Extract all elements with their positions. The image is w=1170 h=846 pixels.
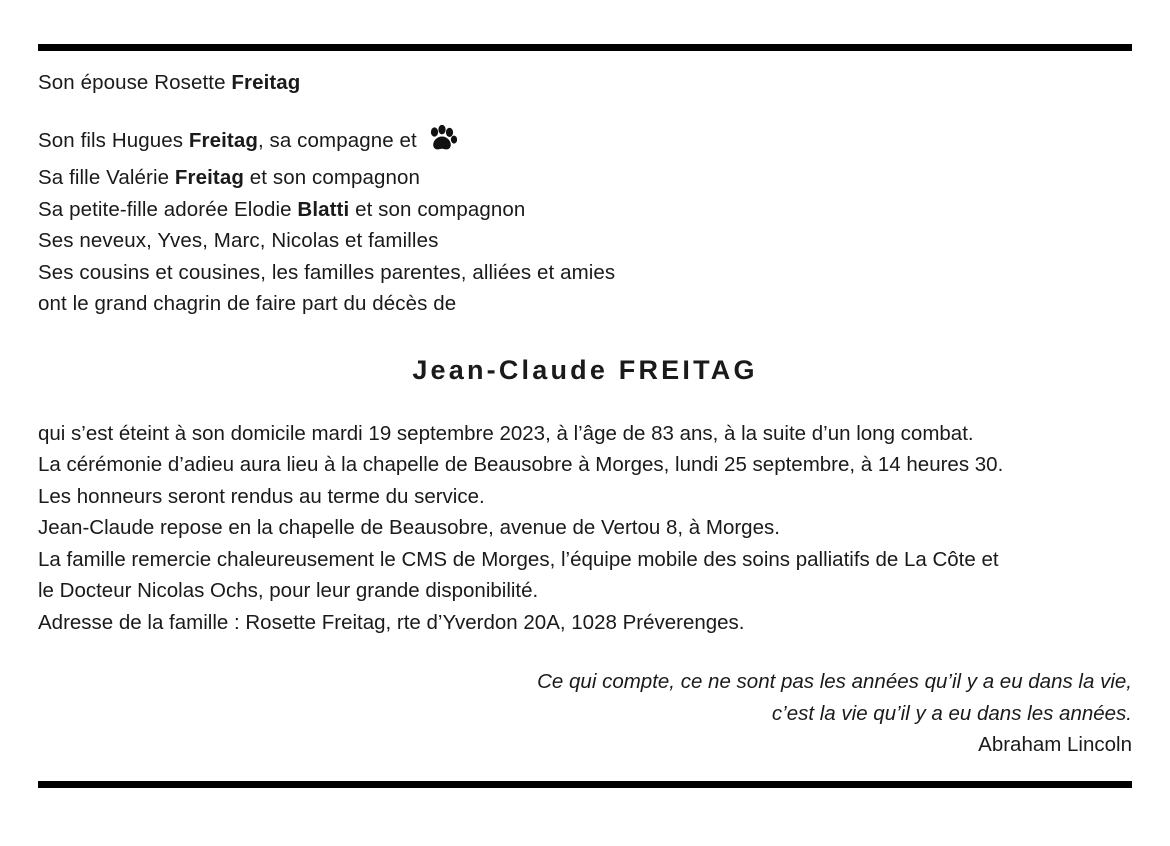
family-line-pre: Sa fille Valérie — [38, 166, 175, 189]
spouse-surname: Freitag — [231, 71, 301, 94]
family-line-pre: Ses neveux, Yves, Marc, Nicolas et familles — [38, 229, 439, 252]
list-item — [38, 162, 1132, 194]
quote-line: Ce qui compte, ce ne sont pas les années qu’il y a eu dans la vie, — [537, 670, 1132, 693]
family-line-pre: Sa petite-fille adorée Elodie — [38, 197, 298, 221]
family-line-bold: Freitag — [188, 128, 258, 152]
family-line-post: , sa compagne et — [257, 128, 423, 152]
detail-line: qui s’est éteint à son domicile mardi 19 septembre 2023, à l’âge de 83 ans, à la suite d’un long combat. — [38, 421, 974, 445]
family-list — [38, 125, 1132, 320]
family-line-post: et son compagnon — [349, 197, 526, 221]
family-line-bold: Freitag — [174, 166, 244, 189]
list-item — [38, 288, 1132, 320]
details-block — [38, 418, 1132, 639]
bottom-rule — [38, 781, 1132, 788]
spouse-line-text: Son épouse Rosette — [38, 71, 232, 94]
detail-line: Les honneurs seront rendus au terme du service. — [38, 484, 485, 508]
quote-line: c’est la vie qu’il y a eu dans les années. — [771, 701, 1132, 725]
list-item — [38, 225, 1132, 257]
spouse-line — [38, 67, 1132, 99]
detail-line: le Docteur Nicolas Ochs, pour leur grande disponibilité. — [38, 579, 539, 602]
list-item — [38, 257, 1132, 289]
deceased-name: Jean-Claude FREITAG — [412, 354, 758, 385]
detail-line: Adresse de la famille : Rosette Freitag, rte d’Yverdon 20A, 1028 Préverenges. — [38, 610, 745, 634]
detail-line: La famille remercie chaleureusement le CMS de Morges, l’équipe mobile des soins palliatifs de La Côte et — [38, 547, 999, 571]
paw-print-icon — [427, 125, 457, 163]
list-item — [38, 194, 1132, 226]
list-item — [38, 125, 1132, 163]
family-line-bold: Blatti — [297, 197, 350, 221]
detail-line: Jean-Claude repose en la chapelle de Beausobre, avenue de Vertou 8, à Morges. — [38, 516, 780, 539]
family-line-pre: Son fils Hugues — [38, 128, 189, 152]
death-notice — [0, 44, 1170, 846]
detail-line: La cérémonie d’adieu aura lieu à la chapelle de Beausobre à Morges, lundi 25 septembre, à 14 heures 30. — [38, 453, 1004, 476]
quote-author: Abraham Lincoln — [978, 733, 1132, 756]
family-line-pre: ont le grand chagrin de faire part du décès de — [38, 292, 457, 315]
quotation — [38, 666, 1132, 761]
family-line-pre: Ses cousins et cousines, les familles parentes, alliées et amies — [38, 260, 616, 284]
top-rule — [38, 44, 1132, 51]
family-line-post: et son compagnon — [243, 166, 421, 189]
